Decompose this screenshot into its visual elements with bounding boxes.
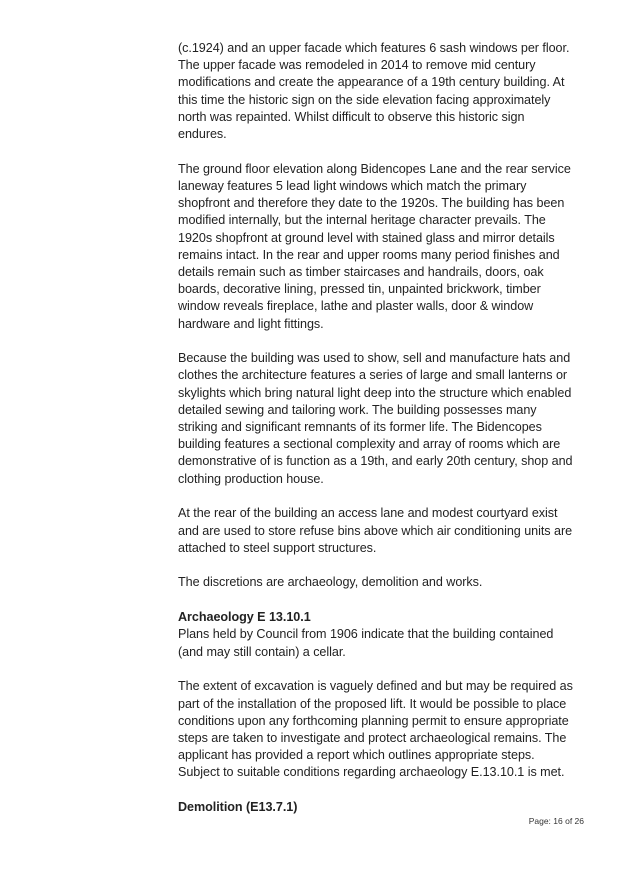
paragraph-cellar: Plans held by Council from 1906 indicate that the building contained (and may still contain) a cellar. bbox=[178, 627, 554, 659]
paragraph-rear-lane: At the rear of the building an access lane and modest courtyard exist and are used to store refuse bins above which air conditioning units are attached to steel support structures. bbox=[178, 506, 573, 555]
paragraph-ground-floor: The ground floor elevation along Bidencopes Lane and the rear service laneway features 5 lead light windows which match the primary shopfront and therefore they date to the 1920s. The building has been modified internally, but the internal heritage character prevails. The 1920s shopfront at ground level with stained glass and mirror details remains intact. In the rear and upper rooms many period finishes and details remain such as timber staircases and handrails, doors, oak boards, decorative lining, pressed tin, unpainted brickwork, timber window reveals fireplace, lathe and plaster walls, door & window hardware and light fittings. bbox=[178, 161, 571, 331]
heading-demolition: Demolition (E13.7.1) bbox=[178, 800, 298, 815]
page-number: Page: 16 of 26 bbox=[528, 816, 584, 826]
paragraph-facade: (c.1924) and an upper facade which features 6 sash windows per floor. The upper facade was remodeled in 2014 to remove mid century modifications and create the appearance of a 19th century building. At this time the historic sign on the side elevation facing approximately north was repainted. Whilst difficult to observe this historic sign endures. bbox=[178, 41, 570, 142]
paragraph-architecture: Because the building was used to show, sell and manufacture hats and clothes the architecture features a series of large and small lanterns or skylights which bring natural light deep into the structure which enabled detailed sewing and tailoring work. The building possesses many striking and significant remnants of its former life. The Bidencopes building features a sectional complexity and array of rooms which are demonstrative of is function as a 19th, and early 20th century, shop and clothing production house. bbox=[178, 351, 573, 486]
paragraph-excavation: The extent of excavation is vaguely defined and but may be required as part of the installation of the proposed lift. It would be possible to place conditions upon any forthcoming planning permit to ensure appropriate steps are taken to investigate and protect archaeological remains. The applicant has provided a report which outlines appropriate steps. Subject to suitable conditions regarding archaeology E.13.10.1 is met. bbox=[178, 679, 573, 780]
page-body bbox=[178, 40, 576, 816]
heading-archaeology: Archaeology E 13.10.1 bbox=[178, 610, 311, 625]
paragraph-discretions: The discretions are archaeology, demolition and works. bbox=[178, 575, 483, 590]
